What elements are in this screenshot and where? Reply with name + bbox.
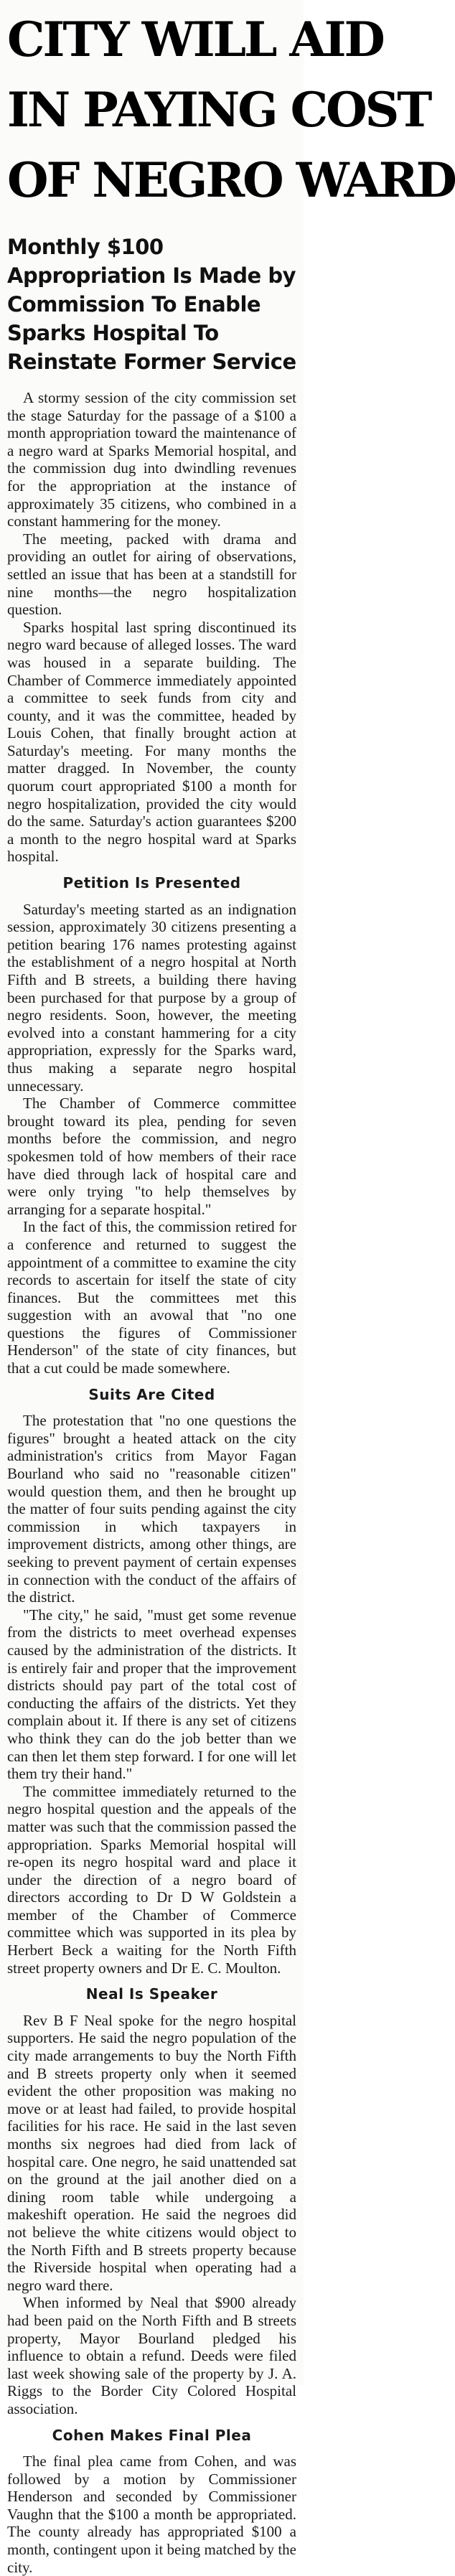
paragraph: In the fact of this, the commission retired for a conference and returned to suggest the appointment of a committee to examine the city records to ascertain for itself the state of city finances. But the committees met this suggestion with an avowal that "no one questions the figures of Commissioner Henderson" of the state of city finances, but that a cut could be made somewhere.	[7, 1218, 296, 1377]
paragraph: The protestation that "no one questions the figures" brought a heated attack on the city administration's critics from Mayor Fagan Bourland who said no "reasonable citizen" would question them, and then he brought up the matter of four suits pending against the city commission in which taxpayers in improvement districts, among other things, are seeking to prevent payment of certain expenses in connection with the conduct of the affairs of the district.	[7, 1412, 296, 1606]
headline-line-3: OF NEGRO WARD	[7, 152, 455, 208]
headline	[0, 0, 455, 215]
paragraph: The Chamber of Commerce committee brought toward its plea, pending for seven months before the commission, and negro spokesmen told of how members of their race have died through lack of hospital care and were only trying "to help themselves by arranging for a separate hospital."	[7, 1095, 296, 1218]
section-heading: Suits Are Cited	[88, 1385, 215, 1403]
paragraph: "The city," he said, "must get some revenue from the districts to meet overhead expenses caused by the administration of the districts. It is entirely fair and proper that the improvement districts should pay part of the total cost of conducting the affairs of the districts. Yet they complain about it. If there is any set of citizens who think they can do the job better than we can then let them step forward. I for one will let them try their hand."	[7, 1606, 296, 1783]
article-body	[0, 389, 304, 2576]
subheadline: Monthly $100 Appropriation Is Made by Commission To Enable Sparks Hospital To Reinstate Former Service	[7, 235, 296, 374]
paragraph: The final plea came from Cohen, and was followed by a motion by Commissioner Henderson and seconded by Commissioner Vaughn that the $100 a month be appropriated. The county already has appropriated $100 a month, contingent upon it being matched by the city.	[7, 2453, 296, 2576]
headline-line-2: IN PAYING COST	[7, 82, 431, 138]
section-heading: Neal Is Speaker	[85, 1985, 218, 2003]
section-heading: Petition Is Presented	[62, 874, 241, 892]
paragraph: Sparks hospital last spring discontinued its negro ward because of alleged losses. The ward was housed in a separate building. The Chamber of Commerce immediately appointed a committee to seek funds from city and county, and it was the committee, headed by Louis Cohen, that finally brought action at Saturday's meeting. For many months the matter dragged. In November, the county quorum court appropriated $100 a month for negro hospitalization, provided the city would do the same. Saturday's action guarantees $200 a month to the negro hospital ward at Sparks hospital.	[7, 618, 296, 866]
section-heading: Cohen Makes Final Plea	[52, 2426, 252, 2444]
paragraph: Rev B F Neal spoke for the negro hospital supporters. He said the negro population of the city made arrangements to buy the North Fifth and B streets property only when it seemed evident the other proposition was making no move or at least had failed, to provide hospital facilities for his race. He said in the last seven months six negroes had died from lack of hospital care. One negro, he said unattended sat on the ground at the jail another died on a dining room table while undergoing a makeshift operation. He said the negroes did not believe the white citizens would object to the North Fifth and B streets property because the Riverside hospital when operating had a negro ward there.	[7, 2011, 296, 2294]
paragraph: When informed by Neal that $900 already had been paid on the North Fifth and B streets property, Mayor Bourland pledged his influence to obtain a refund. Deeds were filed last week showing sale of the property by J. A. Riggs to the Border City Colored Hospital association.	[7, 2294, 296, 2417]
paragraph: The committee immediately returned to the negro hospital question and the appeals of the matter was such that the commission passed the appropriation. Sparks Memorial hospital will re-open its negro hospital ward and place it under the direction of a negro board of directors according to Dr D W Goldstein a member of the Chamber of Commerce committee which was supported in its plea by Herbert Beck a waiting for the North Fifth street property owners and Dr E. C. Moulton.	[7, 1782, 296, 1977]
headline-line-1: CITY WILL AID	[7, 11, 383, 67]
paragraph: A stormy session of the city commission set the stage Saturday for the passage of a $100 a month appropriation toward the maintenance of a negro ward at Sparks Memorial hospital, and the commission dug into dwindling revenues for the appropriation at the instance of approximately 35 citizens, who combined in a constant hammering for the money.	[7, 389, 296, 530]
paragraph: The meeting, packed with drama and providing an outlet for airing of observations, settled an issue that has been at a standstill for nine months—the negro hospitalization question.	[7, 530, 296, 619]
paragraph: Saturday's meeting started as an indignation session, approximately 30 citizens presenting a petition bearing 176 names protesting against the establishment of a negro hospital at North Fifth and B streets, a building there having been purchased for that purpose by a group of negro residents. Soon, however, the meeting evolved into a constant hammering for a city appropriation, expressly for the Sparks ward, thus making a separate negro hospital unnecessary.	[7, 900, 296, 1095]
